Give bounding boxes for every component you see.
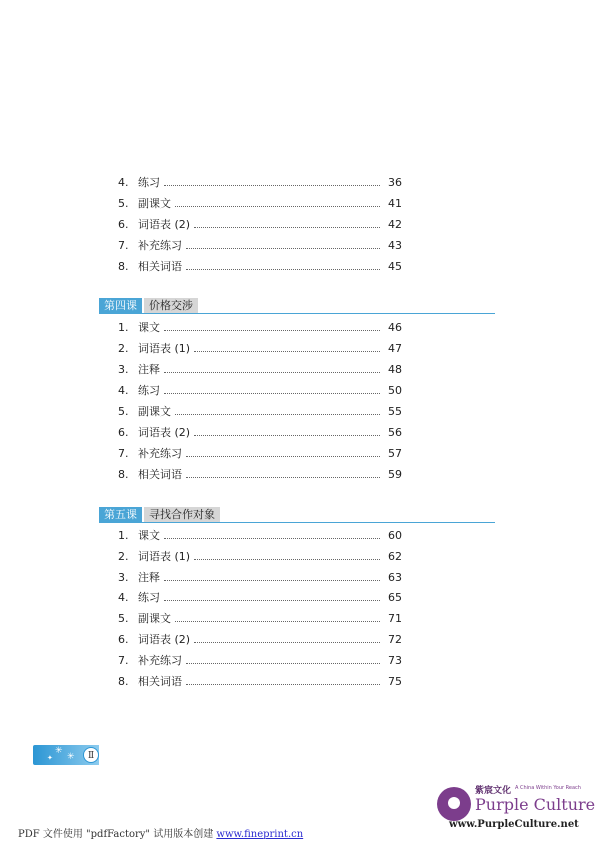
lesson-number-label: 第五课 bbox=[99, 507, 142, 523]
toc-entry-number: 7. bbox=[118, 238, 129, 252]
toc-entry-title: 副课文 bbox=[138, 197, 171, 210]
leader-dots bbox=[164, 392, 380, 394]
leader-dots bbox=[186, 455, 380, 457]
toc-entry[interactable] bbox=[118, 317, 402, 337]
toc-entry-title: 补充练习 bbox=[138, 654, 182, 667]
page-number: Ⅱ bbox=[83, 747, 99, 763]
lesson-4-heading bbox=[99, 298, 495, 316]
toc-entry-page: 73 bbox=[388, 653, 402, 667]
sparkle-icon: ✳ bbox=[67, 752, 75, 762]
leader-dots bbox=[194, 226, 380, 228]
toc-entry-number: 6. bbox=[118, 217, 129, 231]
toc-entry-title: 练习 bbox=[138, 176, 160, 189]
toc-entry-title: 副课文 bbox=[138, 405, 171, 418]
toc-entry-title: 课文 bbox=[138, 321, 160, 334]
brand-watermark bbox=[437, 783, 596, 833]
leader-dots bbox=[175, 205, 380, 207]
toc-entry[interactable] bbox=[118, 193, 402, 213]
leader-dots bbox=[186, 662, 380, 664]
toc-entry-title: 补充练习 bbox=[138, 447, 182, 460]
toc-entry-number: 1. bbox=[118, 528, 129, 542]
toc-entry[interactable] bbox=[118, 629, 402, 649]
toc-entry-page: 55 bbox=[388, 404, 402, 418]
leader-dots bbox=[194, 558, 380, 560]
lesson-5-heading bbox=[99, 507, 495, 525]
toc-entry-number: 7. bbox=[118, 446, 129, 460]
toc-entry-page: 65 bbox=[388, 590, 402, 604]
toc-entry-number: 1. bbox=[118, 320, 129, 334]
toc-entry-title: 相关词语 bbox=[138, 260, 182, 273]
toc-entry-title: 课文 bbox=[138, 529, 160, 542]
toc-entry-page: 72 bbox=[388, 632, 402, 646]
toc-entry-number: 8. bbox=[118, 674, 129, 688]
toc-entry-page: 36 bbox=[388, 175, 402, 189]
toc-entry[interactable] bbox=[118, 567, 402, 587]
toc-entry[interactable] bbox=[118, 650, 402, 670]
toc-entry-page: 62 bbox=[388, 549, 402, 563]
leader-dots bbox=[186, 268, 380, 270]
leader-dots bbox=[175, 620, 380, 622]
toc-entry[interactable] bbox=[118, 443, 402, 463]
toc-entry-number: 7. bbox=[118, 653, 129, 667]
toc-entry[interactable] bbox=[118, 587, 402, 607]
toc-entry-number: 2. bbox=[118, 549, 129, 563]
toc-entry-page: 42 bbox=[388, 217, 402, 231]
toc-entry[interactable] bbox=[118, 256, 402, 276]
leader-dots bbox=[164, 184, 380, 186]
heading-rule bbox=[99, 522, 495, 523]
toc-entry-title: 词语表 (2) bbox=[138, 633, 191, 646]
toc-entry[interactable] bbox=[118, 172, 402, 192]
toc-entry-title: 练习 bbox=[138, 384, 160, 397]
toc-entry-title: 相关词语 bbox=[138, 468, 182, 481]
sparkle-icon: ✦ bbox=[47, 754, 53, 762]
toc-entry-number: 4. bbox=[118, 175, 129, 189]
page-number-badge bbox=[33, 745, 99, 765]
toc-entry-number: 3. bbox=[118, 570, 129, 584]
lesson-number-label: 第四课 bbox=[99, 298, 142, 314]
toc-entry-title: 词语表 (1) bbox=[138, 342, 191, 355]
brand-logo-icon bbox=[437, 787, 471, 821]
toc-entry-number: 6. bbox=[118, 632, 129, 646]
footer-link[interactable]: www.fineprint.cn bbox=[216, 829, 304, 840]
toc-entry-title: 词语表 (1) bbox=[138, 550, 191, 563]
leader-dots bbox=[186, 683, 380, 685]
toc-entry[interactable] bbox=[118, 525, 402, 545]
toc-entry-page: 41 bbox=[388, 196, 402, 210]
sparkle-icon: ✳ bbox=[55, 746, 63, 756]
toc-entry-page: 45 bbox=[388, 259, 402, 273]
leader-dots bbox=[194, 350, 380, 352]
toc-entry-number: 4. bbox=[118, 383, 129, 397]
leader-dots bbox=[194, 641, 380, 643]
lesson-title: 寻找合作对象 bbox=[144, 507, 220, 523]
toc-entry-page: 56 bbox=[388, 425, 402, 439]
leader-dots bbox=[164, 579, 380, 581]
pdf-footer-note bbox=[18, 825, 303, 840]
toc-entry-number: 8. bbox=[118, 259, 129, 273]
toc-entry-title: 注释 bbox=[138, 363, 160, 376]
toc-entry[interactable] bbox=[118, 671, 402, 691]
footer-text: PDF 文件使用 "pdfFactory" 试用版本创建 bbox=[18, 829, 217, 840]
toc-entry-number: 3. bbox=[118, 362, 129, 376]
leader-dots bbox=[175, 413, 380, 415]
toc-entry-page: 60 bbox=[388, 528, 402, 542]
toc-entry-page: 43 bbox=[388, 238, 402, 252]
toc-entry-number: 5. bbox=[118, 196, 129, 210]
toc-entry[interactable] bbox=[118, 380, 402, 400]
leader-dots bbox=[194, 434, 380, 436]
toc-entry-title: 相关词语 bbox=[138, 675, 182, 688]
toc-entry[interactable] bbox=[118, 422, 402, 442]
toc-entry[interactable] bbox=[118, 401, 402, 421]
toc-entry-page: 47 bbox=[388, 341, 402, 355]
brand-english-name: Purple Culture bbox=[475, 795, 596, 814]
toc-entry-title: 练习 bbox=[138, 591, 160, 604]
leader-dots bbox=[164, 371, 380, 373]
leader-dots bbox=[164, 537, 380, 539]
toc-entry[interactable] bbox=[118, 214, 402, 234]
leader-dots bbox=[186, 247, 380, 249]
toc-entry-title: 词语表 (2) bbox=[138, 426, 191, 439]
toc-entry-number: 6. bbox=[118, 425, 129, 439]
toc-entry[interactable] bbox=[118, 546, 402, 566]
toc-entry-page: 48 bbox=[388, 362, 402, 376]
toc-entry-number: 2. bbox=[118, 341, 129, 355]
toc-entry-page: 59 bbox=[388, 467, 402, 481]
toc-entry[interactable] bbox=[118, 359, 402, 379]
toc-entry[interactable] bbox=[118, 464, 402, 484]
toc-entry-page: 57 bbox=[388, 446, 402, 460]
brand-chinese-name: 紫宸文化 bbox=[475, 786, 512, 796]
toc-entry-title: 补充练习 bbox=[138, 239, 182, 252]
heading-rule bbox=[99, 313, 495, 314]
toc-entry-page: 63 bbox=[388, 570, 402, 584]
brand-website[interactable]: www.PurpleCulture.net bbox=[449, 819, 579, 830]
leader-dots bbox=[164, 599, 380, 601]
toc-entry[interactable] bbox=[118, 608, 402, 628]
toc-entry-number: 5. bbox=[118, 611, 129, 625]
toc-entry-number: 5. bbox=[118, 404, 129, 418]
toc-entry[interactable] bbox=[118, 338, 402, 358]
toc-entry-title: 副课文 bbox=[138, 612, 171, 625]
toc-entry[interactable] bbox=[118, 235, 402, 255]
toc-entry-number: 4. bbox=[118, 590, 129, 604]
toc-entry-page: 50 bbox=[388, 383, 402, 397]
brand-tagline: A China Within Your Reach bbox=[515, 785, 581, 791]
toc-entry-number: 8. bbox=[118, 467, 129, 481]
toc-entry-page: 75 bbox=[388, 674, 402, 688]
lesson-title: 价格交涉 bbox=[144, 298, 198, 314]
toc-entry-title: 词语表 (2) bbox=[138, 218, 191, 231]
leader-dots bbox=[164, 329, 380, 331]
toc-entry-page: 71 bbox=[388, 611, 402, 625]
toc-entry-page: 46 bbox=[388, 320, 402, 334]
toc-entry-title: 注释 bbox=[138, 571, 160, 584]
leader-dots bbox=[186, 476, 380, 478]
